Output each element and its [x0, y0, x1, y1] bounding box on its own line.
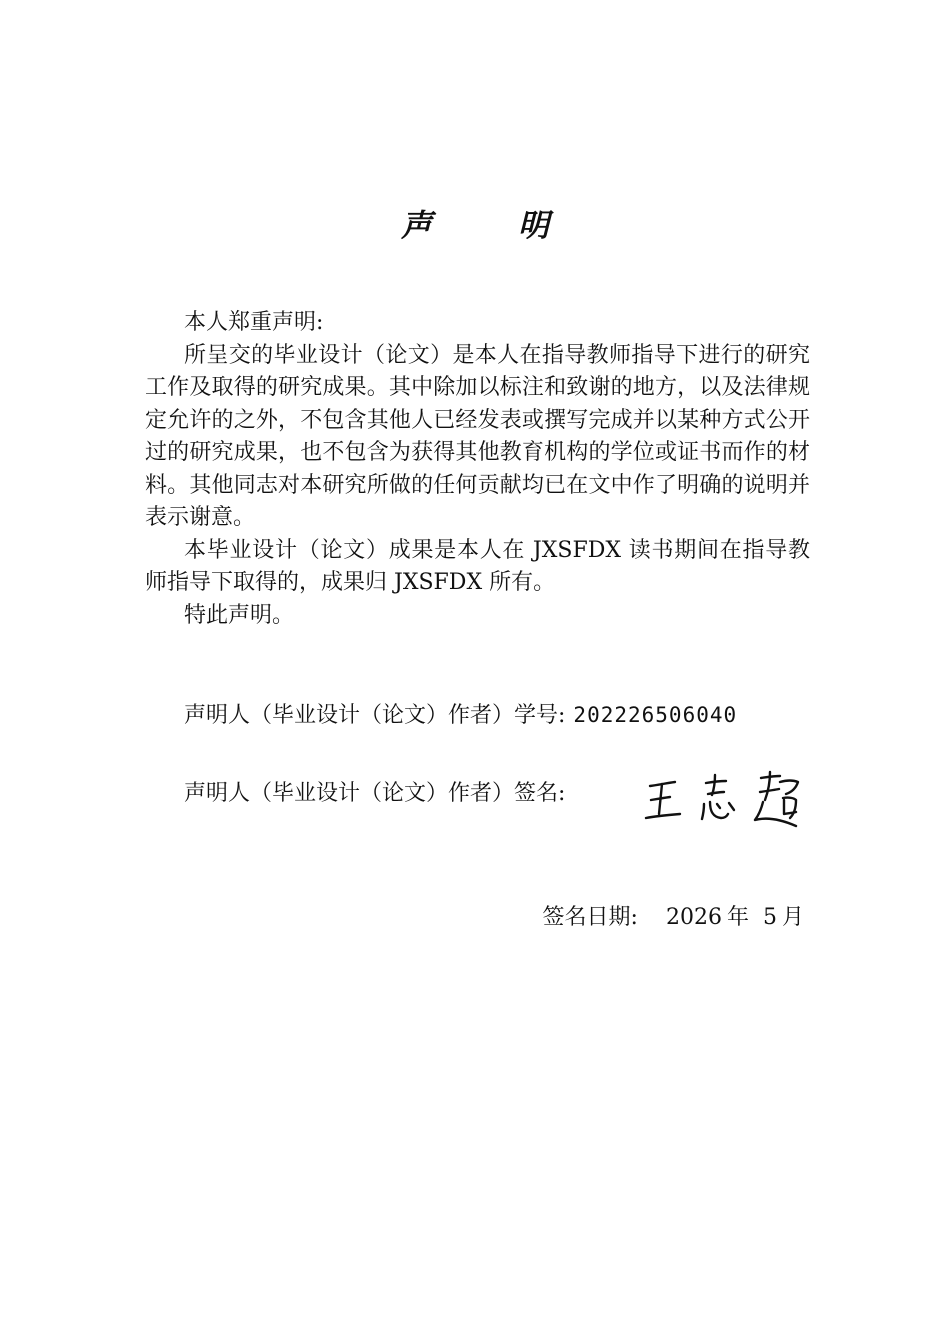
date-year-unit: 年 [726, 905, 749, 930]
date-year: 2026 [665, 905, 722, 930]
declaration-paragraph-1: 所呈交的毕业设计（论文）是本人在指导教师指导下进行的研究工作及取得的研究成果。其中除加以标注和致谢的地方，以及法律规定允许的之外，不包含其他人已经发表或撰写完成并以某种方式公开过的研究成果，也不包含为获得其他教育机构的学位或证书而作的材料。其他同志对本研究所做的任何贡献均已在文中作了明确的说明并表示谢意。 [145, 342, 810, 530]
student-id-value: 202226506040 [573, 703, 738, 727]
signature-row [184, 778, 565, 810]
page-title: 声明 [401, 208, 635, 244]
declaration-opening: 本人郑重声明: [184, 310, 324, 335]
handwritten-signature [640, 770, 805, 832]
date-row [543, 902, 804, 934]
signature-label: 声明人（毕业设计（论文）作者）签名: [184, 781, 566, 806]
student-id-row [184, 699, 737, 732]
declaration-closing: 特此声明。 [184, 602, 295, 628]
date-month: 5 [762, 905, 777, 930]
declaration-body [145, 307, 810, 632]
date-label: 签名日期: [542, 905, 638, 930]
student-id-label: 声明人（毕业设计（论文）作者）学号: [184, 703, 566, 728]
date-month-unit: 月 [781, 905, 804, 930]
declaration-paragraph-2: 本毕业设计（论文）成果是本人在 JXSFDX 读书期间在指导教师指导下取得的，成果归 JXSFDX 所有。 [145, 537, 810, 595]
